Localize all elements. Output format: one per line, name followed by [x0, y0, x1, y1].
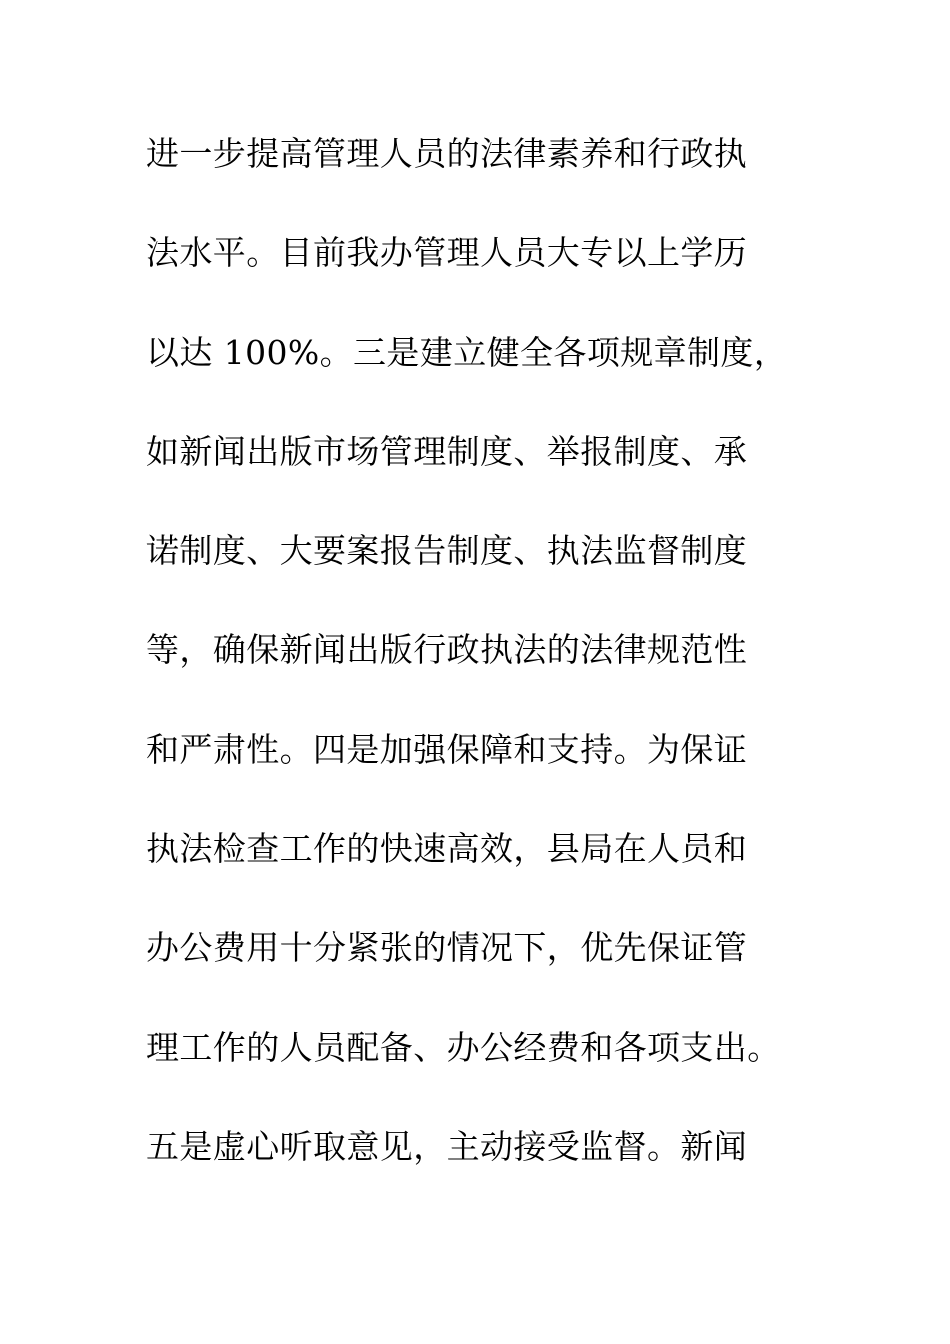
text-line: 理工作的人员配备、办公经费和各项支出。 — [146, 1027, 781, 1067]
text-line: 和严肃性。四是加强保障和支持。为保证 — [146, 729, 748, 769]
text-line: 五是虚心听取意见，主动接受监督。新闻 — [146, 1126, 748, 1166]
text-line: 办公费用十分紧张的情况下，优先保证管 — [146, 928, 748, 968]
text-line: 法水平。目前我办管理人员大专以上学历 — [146, 233, 748, 273]
text-line: 等，确保新闻出版行政执法的法律规范性 — [146, 630, 748, 670]
text-line: 执法检查工作的快速高效，县局在人员和 — [146, 829, 748, 869]
text-line: 诺制度、大要案报告制度、执法监督制度 — [146, 531, 748, 571]
body-text — [146, 125, 826, 1217]
text-line: 如新闻出版市场管理制度、举报制度、承 — [146, 431, 748, 471]
text-line: 以达 100%。三是建立健全各项规章制度， — [146, 332, 788, 372]
text-line: 进一步提高管理人员的法律素养和行政执 — [146, 134, 748, 173]
